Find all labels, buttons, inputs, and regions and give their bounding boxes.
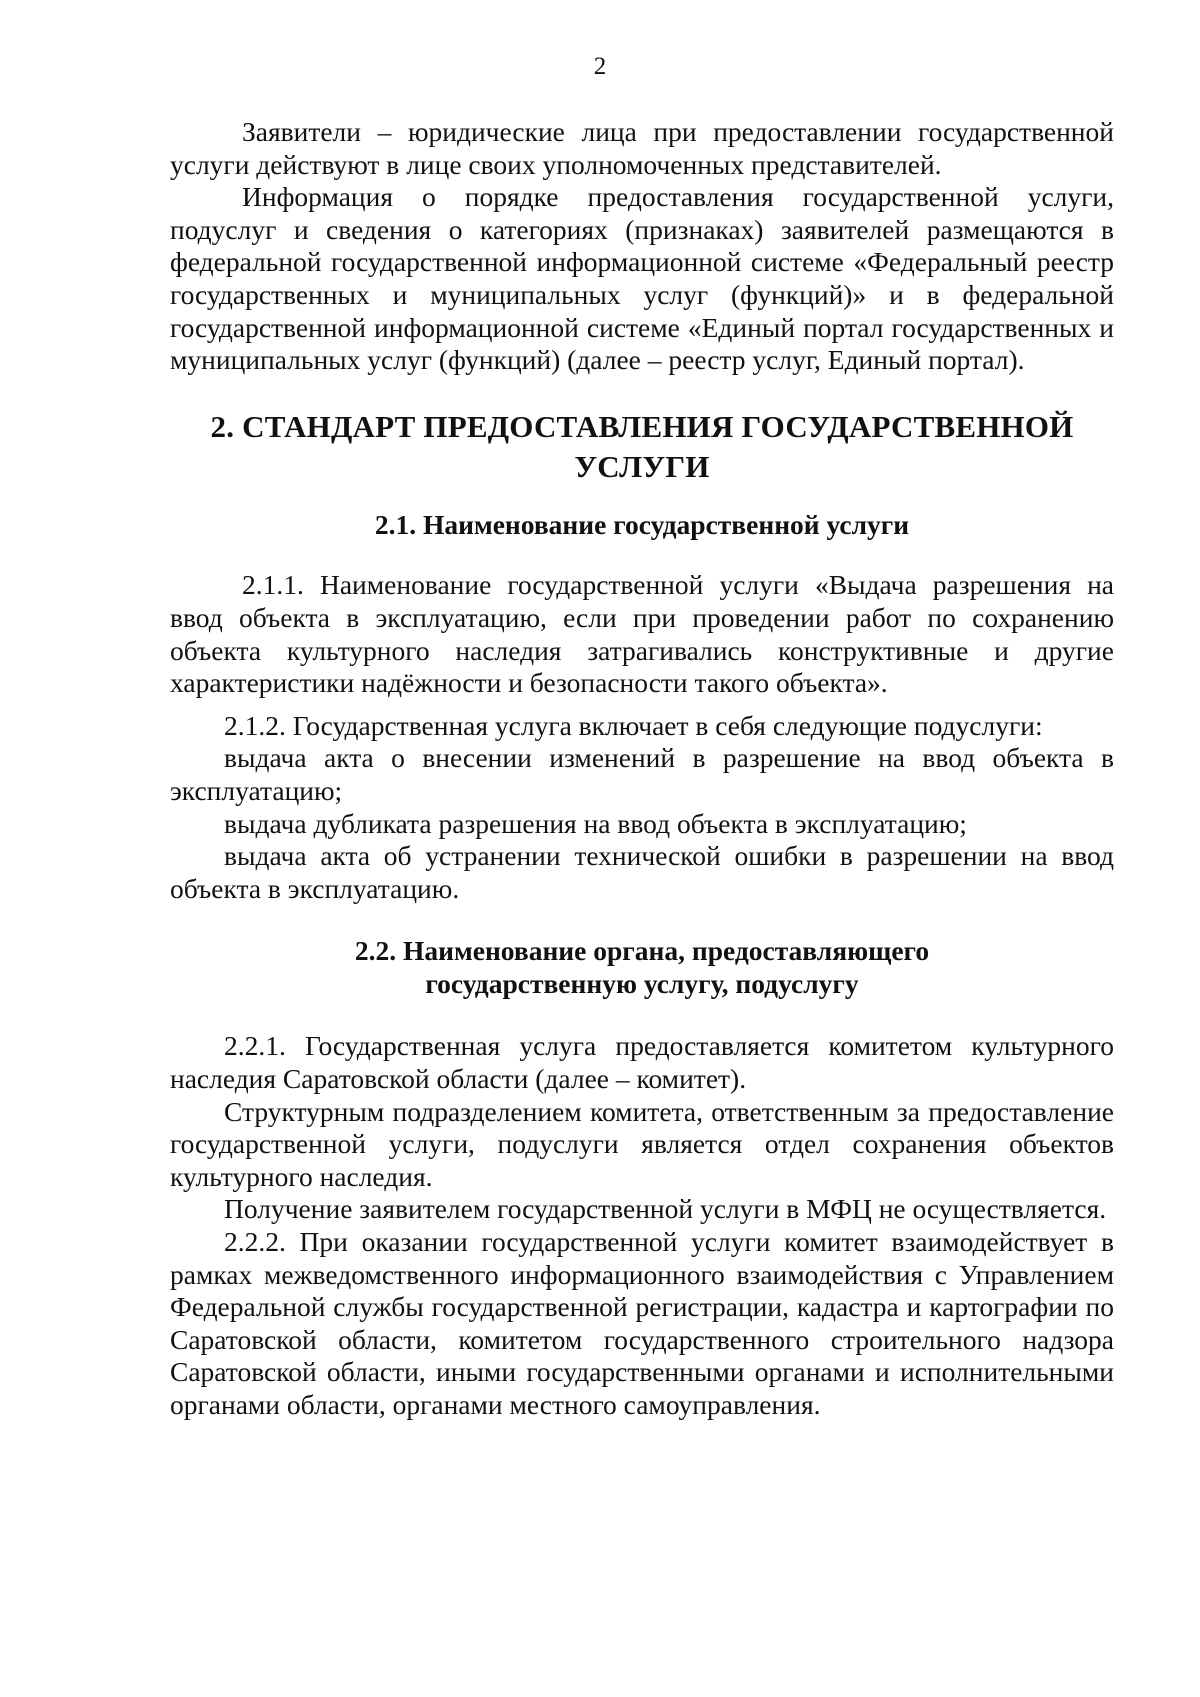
subsection-heading-2-2 <box>170 935 1114 1000</box>
list-item-subservice-2: выдача дубликата разрешения на ввод объекта в эксплуатацию; <box>224 807 967 839</box>
paragraph-mfc: Получение заявителем государственной услуги в МФЦ не осуществляется. <box>224 1193 1107 1225</box>
section-heading: 2. СТАНДАРТ ПРЕДОСТАВЛЕНИЯ ГОСУДАРСТВЕННОЙ УСЛУГИ <box>210 408 1074 484</box>
paragraph-2-2-2: 2.2.2. При оказании государственной услуги комитет взаимодействует в рамках межведомственного информационного взаимодействия с Управлением Федеральной службы государственной регистрации, кадастра и картографии по Саратовской области, комитетом государственного строительного надзора Саратовской области, иными государственными органами и исполнительными органами области, органами местного самоуправления. <box>170 1226 1114 1420</box>
subsection-heading-2-2-line1: 2.2. Наименование органа, предоставляющего <box>354 935 930 967</box>
intro-paragraph-applicants: Заявители – юридические лица при предоставлении государственной услуги действуют в лице своих уполномоченных представителей. <box>170 116 1114 180</box>
paragraph-structural-division: Структурным подразделением комитета, ответственным за предоставление государственной услуги, подуслуги является отдел сохранения объектов культурного наследия. <box>170 1095 1114 1192</box>
intro-paragraph-information: Информация о порядке предоставления государственной услуги, подуслуг и сведения о категориях (признаках) заявителей размещаются в федеральной государственной информационной системе «Федеральный реестр государственных и муниципальных услуг (функций)» и в федеральной государственной информационной системе «Единый портал государственных и муниципальных услуг (функций) (далее – реестр услуг, Единый портал). <box>170 181 1114 376</box>
paragraph-2-1-1: 2.1.1. Наименование государственной услуги «Выдача разрешения на ввод объекта в эксплуатацию, если при проведении работ по сохранению объекта культурного наследия затрагивались конструктивные и другие характеристики надёжности и безопасности такого объекта». <box>170 569 1114 699</box>
subsection-heading-2-2-line2: государственную услугу, подуслугу <box>425 967 859 999</box>
list-item-subservice-3: выдача акта об устранении технической ошибки в разрешении на ввод объекта в эксплуатацию. <box>170 840 1114 904</box>
document-body <box>170 116 1114 1422</box>
subsection-heading-2-1: 2.1. Наименование государственной услуги <box>374 508 910 540</box>
paragraph-2-2-1: 2.2.1. Государственная услуга предоставляется комитетом культурного наследия Саратовской области (далее – комитет). <box>170 1030 1114 1095</box>
page-number: 2 <box>593 53 607 80</box>
list-item-subservice-1: выдача акта о внесении изменений в разрешение на ввод объекта в эксплуатацию; <box>170 742 1114 806</box>
paragraph-2-1-2: 2.1.2. Государственная услуга включает в себя следующие подуслуги: <box>224 709 1043 741</box>
